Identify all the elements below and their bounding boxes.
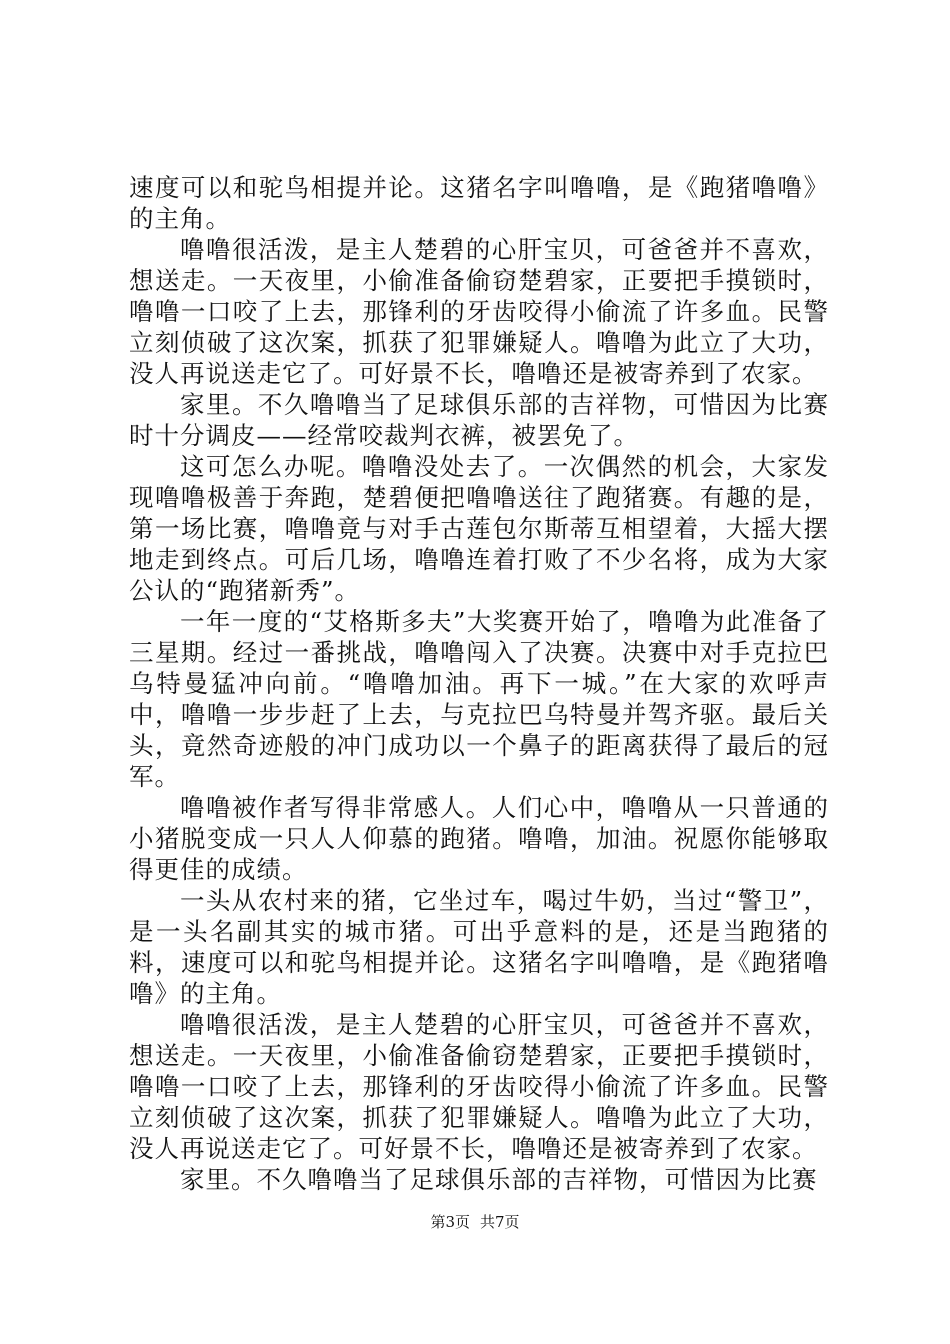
page-total: 共7页 bbox=[480, 1213, 520, 1231]
article-body bbox=[129, 172, 829, 1195]
paragraph-1: 速度可以和驼鸟相提并论。这猪名字叫噜噜，是《跑猪噜噜》的主角。 bbox=[129, 173, 829, 233]
paragraph-2: 噜噜很活泼，是主人楚碧的心肝宝贝，可爸爸并不喜欢，想送走。一天夜里，小偷准备偷窃楚碧家，正要把手摸锁时，噜噜一口咬了上去，那锋利的牙齿咬得小偷流了许多血。民警立刻侦破了这次案，抓获了犯罪嫌疑人。噜噜为此立了大功，没人再说送走它了。可好景不长，噜噜还是被寄养到了农家。 bbox=[129, 235, 829, 388]
paragraph-4: 这可怎么办呢。噜噜没处去了。一次偶然的机会，大家发现噜噜极善于奔跑，楚碧便把噜噜送往了跑猪赛。有趣的是，第一场比赛，噜噜竟与对手古莲包尔斯蒂互相望着，大摇大摆地走到终点。可后几场，噜噜连着打败了不少名将，成为大家公认的“跑猪新秀”。 bbox=[129, 452, 829, 605]
paragraph-8: 噜噜很活泼，是主人楚碧的心肝宝贝，可爸爸并不喜欢，想送走。一天夜里，小偷准备偷窃楚碧家，正要把手摸锁时，噜噜一口咬了上去，那锋利的牙齿咬得小偷流了许多血。民警立刻侦破了这次案，抓获了犯罪嫌疑人。噜噜为此立了大功，没人再说送走它了。可好景不长，噜噜还是被寄养到了农家。 bbox=[129, 1010, 829, 1163]
page-number: 第3页 bbox=[430, 1213, 470, 1231]
paragraph-7: 一头从农村来的猪，它坐过车，喝过牛奶，当过“警卫”，是一头名副其实的城市猪。可出乎意料的是，还是当跑猪的料，速度可以和驼鸟相提并论。这猪名字叫噜噜，是《跑猪噜噜》的主角。 bbox=[129, 886, 829, 1008]
paragraph-6: 噜噜被作者写得非常感人。人们心中，噜噜从一只普通的小猪脱变成一只人人仰慕的跑猪。噜噜，加油。祝愿你能够取得更佳的成绩。 bbox=[129, 793, 829, 884]
page-footer bbox=[0, 1212, 950, 1232]
paragraph-3: 家里。不久噜噜当了足球俱乐部的吉祥物，可惜因为比赛时十分调皮——经常咬裁判衣裤，被罢免了。 bbox=[129, 390, 829, 450]
paragraph-5: 一年一度的“艾格斯多夫”大奖赛开始了，噜噜为此准备了三星期。经过一番挑战，噜噜闯入了决赛。决赛中对手克拉巴乌特曼猛冲向前。“噜噜加油。再下一城。”在大家的欢呼声中，噜噜一步步赶了上去，与克拉巴乌特曼并驾齐驱。最后关头，竟然奇迹般的冲门成功以一个鼻子的距离获得了最后的冠军。 bbox=[129, 607, 829, 791]
paragraph-9: 家里。不久噜噜当了足球俱乐部的吉祥物，可惜因为比赛 bbox=[180, 1165, 818, 1194]
